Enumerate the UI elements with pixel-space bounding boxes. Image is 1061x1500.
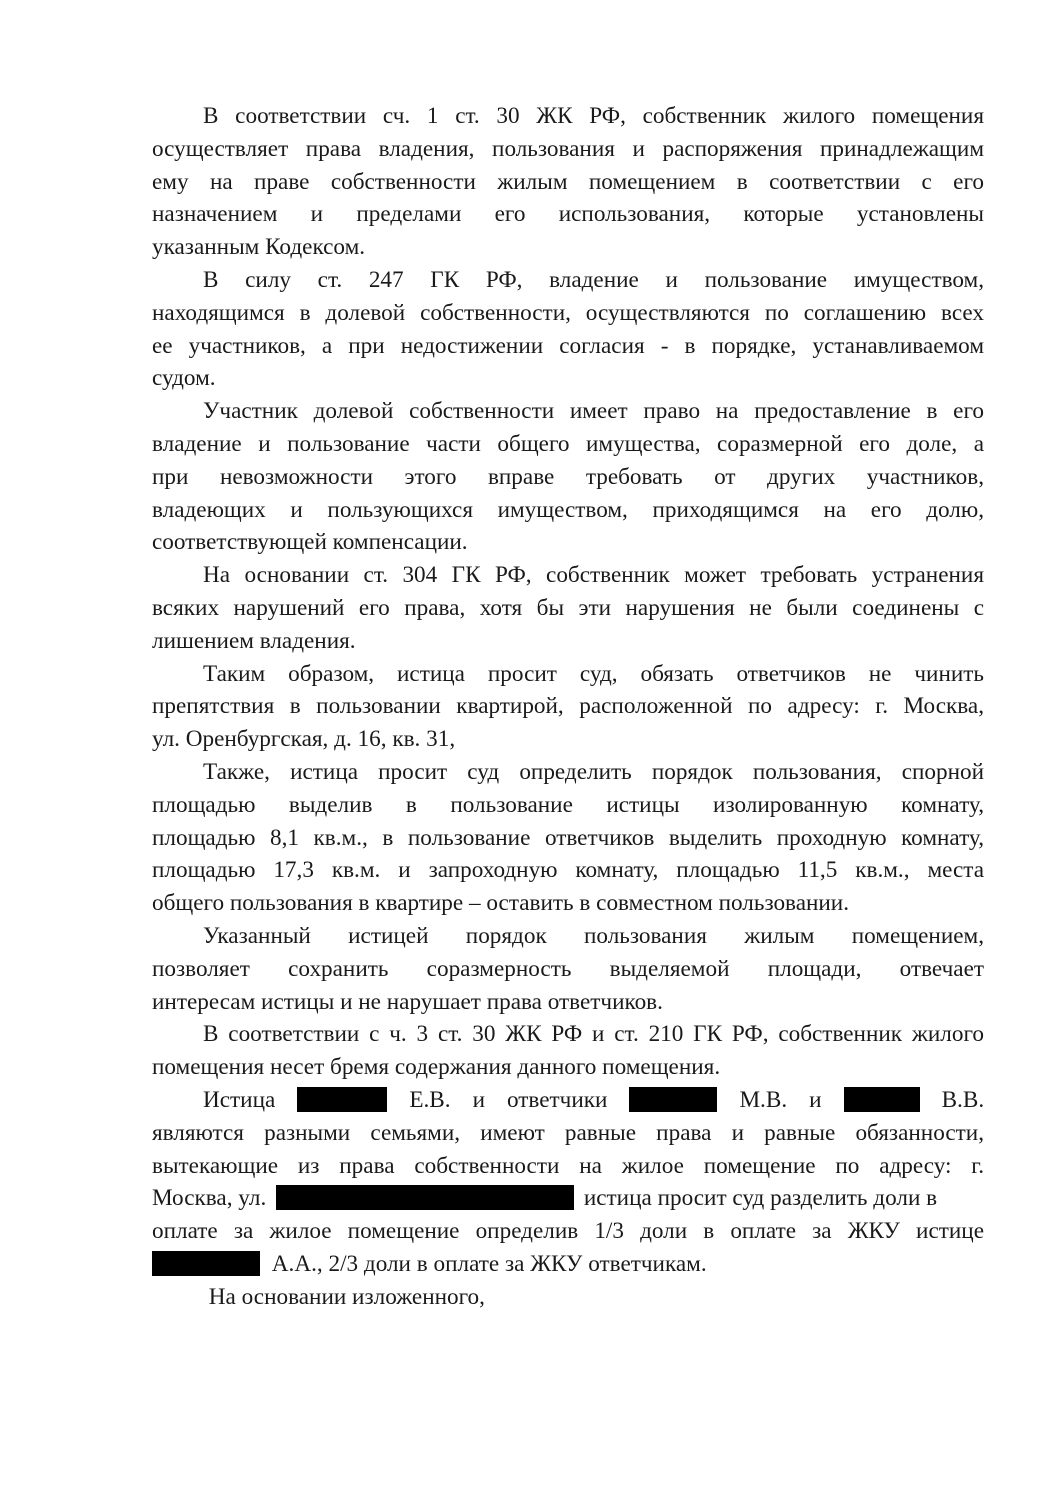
- paragraph-1-line-1: В соответствии сч. 1 ст. 30 ЖК РФ, собственник жилого помещения: [203, 103, 984, 129]
- word-defendants: ответчики: [507, 1086, 608, 1113]
- paragraph-2-line-3: ее участников, а при недостижении согласия - в порядке, устанавливаемом: [152, 332, 984, 359]
- paragraph-7-line-2: позволяет сохранить соразмерность выделяемой площади, отвечает: [152, 955, 984, 982]
- paragraph-2-line-4: судом.: [152, 365, 216, 392]
- paragraph-5-line-3: ул. Оренбургская, д. 16, кв. 31,: [152, 726, 456, 753]
- paragraph-4-line-3: лишением владения.: [152, 627, 356, 654]
- paragraph-3: [152, 395, 984, 559]
- paragraph-4-line-1: На основании ст. 304 ГК РФ, собственник может требовать устранения: [203, 562, 984, 589]
- p9-line-6-end: А.А., 2/3 доли в оплате за ЖКУ ответчикам.: [271, 1250, 707, 1277]
- p9-line-5: оплате за жилое помещение определив 1/3 доли в оплате за ЖКУ истице: [152, 1218, 984, 1245]
- paragraph-5-line-1: Таким образом, истица просит суд, обязать ответчиков не чинить: [203, 660, 984, 687]
- paragraph-1-line-3: ему на праве собственности жилым помещением в соответствии с его: [152, 168, 984, 195]
- word-istica: Истица: [203, 1086, 276, 1113]
- paragraph-9: [152, 1084, 984, 1281]
- paragraph-2-line-2: находящимся в долевой собственности, осуществляются по соглашению всех: [152, 299, 984, 326]
- word-initials-ev: Е.В.: [409, 1086, 451, 1113]
- paragraph-1-line-4: назначением и пределами его использования, которые установлены: [152, 201, 984, 228]
- p9-line-4-start: Москва, ул.: [152, 1185, 267, 1212]
- closing-line: На основании изложенного,: [203, 1283, 485, 1310]
- paragraph-7-line-3: интересам истицы и не нарушает права ответчиков.: [152, 988, 663, 1015]
- paragraph-3-line-1: Участник долевой собственности имеет право на предоставление в его: [203, 398, 984, 425]
- paragraph-6-line-2: площадью выделив в пользование истицы изолированную комнату,: [152, 791, 984, 818]
- paragraph-2: [152, 264, 984, 395]
- paragraph-5: [152, 658, 984, 756]
- paragraph-1-line-5: указанным Кодексом.: [152, 234, 366, 261]
- paragraph-3-line-2: владение и пользование части общего имущества, соразмерной его доле, а: [152, 430, 984, 457]
- word-and: и: [809, 1086, 822, 1113]
- word-initials-vv: В.В.: [941, 1086, 985, 1113]
- paragraph-4: [152, 559, 984, 657]
- paragraph-4-line-2: всяких нарушений его права, хотя бы эти нарушения не были соединены с: [152, 594, 984, 621]
- paragraph-8: [152, 1018, 984, 1084]
- paragraph-6: [152, 756, 984, 920]
- p9-line-6: [152, 1248, 984, 1281]
- word-initials-mv: М.В.: [739, 1086, 788, 1113]
- redacted-name: [629, 1087, 717, 1112]
- paragraph-5-line-2: препятствия в пользовании квартирой, расположенной по адресу: г. Москва,: [152, 693, 984, 720]
- paragraph-6-line-1: Также, истица просит суд определить порядок пользования, спорной: [203, 758, 984, 785]
- document-body: [152, 100, 984, 1313]
- redacted-name: [152, 1251, 260, 1276]
- paragraph-6-line-4: площадью 17,3 кв.м. и запроходную комнату, площадью 11,5 кв.м., места: [152, 857, 984, 884]
- paragraph-2-line-1: В силу ст. 247 ГК РФ, владение и пользование имуществом,: [203, 266, 984, 293]
- p9-line-3: вытекающие из права собственности на жилое помещение по адресу: г.: [152, 1152, 984, 1179]
- paragraph-6-line-3: площадью 8,1 кв.м., в пользование ответчиков выделить проходную комнату,: [152, 824, 984, 851]
- redacted-name: [844, 1087, 920, 1112]
- paragraph-3-line-4: владеющих и пользующихся имуществом, приходящимся на его долю,: [152, 496, 984, 523]
- redacted-name: [297, 1087, 387, 1112]
- paragraph-3-line-5: соответствующей компенсации.: [152, 529, 468, 556]
- paragraph-6-line-5: общего пользования в квартире – оставить в совместном пользовании.: [152, 890, 850, 917]
- p9-line-2: являются разными семьями, имеют равные права и равные обязанности,: [152, 1119, 984, 1146]
- p9-line-4-end: истица просит суд разделить доли в: [583, 1185, 938, 1212]
- p9-line-1: [152, 1084, 984, 1117]
- paragraph-3-line-3: при невозможности этого вправе требовать от других участников,: [152, 463, 984, 490]
- paragraph-7-line-1: Указанный истицей порядок пользования жилым помещением,: [203, 922, 984, 949]
- word-and: и: [472, 1086, 485, 1113]
- paragraph-8-line-1: В соответствии с ч. 3 ст. 30 ЖК РФ и ст. 210 ГК РФ, собственник жилого: [203, 1021, 984, 1048]
- paragraph-1-line-2: осуществляет права владения, пользования и распоряжения принадлежащим: [152, 135, 984, 162]
- p9-line-4: [152, 1182, 984, 1215]
- paragraph-8-line-2: помещения несет бремя содержания данного помещения.: [152, 1054, 721, 1081]
- paragraphs-container: [152, 100, 984, 1084]
- redacted-address: [276, 1185, 574, 1210]
- paragraph-1: [152, 100, 984, 264]
- paragraph-7: [152, 920, 984, 1018]
